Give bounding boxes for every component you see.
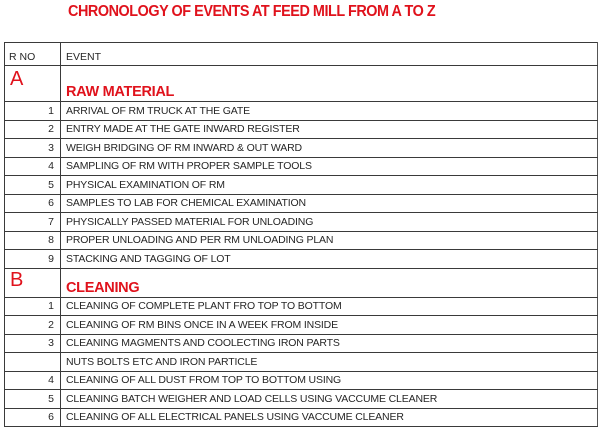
- table-row: [5, 120, 598, 139]
- row-event: STACKING AND TAGGING OF LOT: [61, 250, 598, 269]
- table-row: [5, 316, 598, 335]
- row-event: PHYSICAL EXAMINATION OF RM: [61, 176, 598, 195]
- section-title: CLEANING: [61, 268, 598, 297]
- row-event: PROPER UNLOADING AND PER RM UNLOADING PLAN: [61, 231, 598, 250]
- table-row: [5, 353, 598, 372]
- table-row: [5, 102, 598, 121]
- document-title: CHRONOLOGY OF EVENTS AT FEED MILL FROM A TO Z: [68, 3, 436, 20]
- events-table: [4, 42, 598, 427]
- table-row: [5, 250, 598, 269]
- table-row: [5, 194, 598, 213]
- row-event: NUTS BOLTS ETC AND IRON PARTICLE: [61, 353, 598, 372]
- table-row: [5, 297, 598, 316]
- row-number: 6: [5, 408, 61, 427]
- row-event: CLEANING OF ALL DUST FROM TOP TO BOTTOM USING: [61, 371, 598, 390]
- section-row-cleaning: [5, 268, 598, 297]
- row-event: CLEANING MAGMENTS AND COOLECTING IRON PARTS: [61, 334, 598, 353]
- section-title: RAW MATERIAL: [61, 66, 598, 102]
- section-letter: B: [5, 268, 61, 297]
- row-event: ENTRY MADE AT THE GATE INWARD REGISTER: [61, 120, 598, 139]
- row-number: 4: [5, 371, 61, 390]
- row-event: WEIGH BRIDGING OF RM INWARD & OUT WARD: [61, 139, 598, 158]
- table-row: [5, 334, 598, 353]
- row-number: 5: [5, 390, 61, 409]
- table-row: [5, 157, 598, 176]
- row-number: 3: [5, 139, 61, 158]
- row-number: 2: [5, 316, 61, 335]
- table-row: [5, 213, 598, 232]
- row-number: 7: [5, 213, 61, 232]
- row-event: SAMPLES TO LAB FOR CHEMICAL EXAMINATION: [61, 194, 598, 213]
- row-event: PHYSICALLY PASSED MATERIAL FOR UNLOADING: [61, 213, 598, 232]
- row-number: 1: [5, 297, 61, 316]
- table-row: [5, 371, 598, 390]
- row-number: [5, 353, 61, 372]
- table-row: [5, 231, 598, 250]
- row-number: 5: [5, 176, 61, 195]
- table-row: [5, 390, 598, 409]
- section-row-raw-material: [5, 66, 598, 102]
- row-number: 4: [5, 157, 61, 176]
- row-number: 3: [5, 334, 61, 353]
- row-number: 6: [5, 194, 61, 213]
- column-header-rno: R NO: [5, 43, 61, 66]
- row-event: SAMPLING OF RM WITH PROPER SAMPLE TOOLS: [61, 157, 598, 176]
- row-event: CLEANING OF RM BINS ONCE IN A WEEK FROM INSIDE: [61, 316, 598, 335]
- row-number: 8: [5, 231, 61, 250]
- row-number: 9: [5, 250, 61, 269]
- table-row: [5, 176, 598, 195]
- table-header-row: [5, 43, 598, 66]
- row-event: ARRIVAL OF RM TRUCK AT THE GATE: [61, 102, 598, 121]
- table-row: [5, 139, 598, 158]
- row-event: CLEANING OF COMPLETE PLANT FRO TOP TO BOTTOM: [61, 297, 598, 316]
- column-header-event: EVENT: [61, 43, 598, 66]
- row-number: 1: [5, 102, 61, 121]
- row-event: CLEANING OF ALL ELECTRICAL PANELS USING VACCUME CLEANER: [61, 408, 598, 427]
- section-letter: A: [5, 66, 61, 102]
- row-number: 2: [5, 120, 61, 139]
- row-event: CLEANING BATCH WEIGHER AND LOAD CELLS USING VACCUME CLEANER: [61, 390, 598, 409]
